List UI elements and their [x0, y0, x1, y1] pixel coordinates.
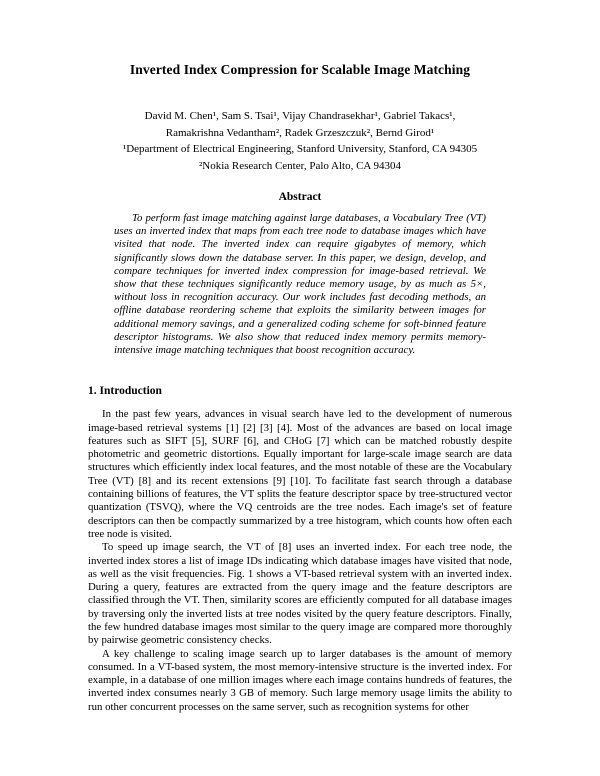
authors-line-2: Ramakrishna Vedantham², Radek Grzeszczuk², Bernd Girod¹ — [165, 126, 435, 139]
authors-line-1: David M. Chen¹, Sam S. Tsai¹, Vijay Chandrasekhar¹, Gabriel Takacs¹, — [144, 110, 456, 122]
authors-block — [88, 108, 512, 174]
introduction-body — [88, 408, 512, 714]
paper-title: Inverted Index Compression for Scalable Image Matching — [129, 62, 471, 77]
intro-paragraph-2: To speed up image search, the VT of [8] uses an inverted index. For each tree node, the inverted index stores a list of image IDs indicating which database images have visited that node, as well as the visit frequencies. Fig. 1 shows a VT-based retrieval system with an inverted index. During a query, features are extracted from the query image and the feature descriptors are classified through the VT. Then, similarity scores are efficiently computed for all database images by traversing only the inverted lists at tree nodes visited by the query feature descriptors. Finally, the few hundred database images most similar to the query image are compared more thoroughly by pairwise geometric consistency checks. — [88, 541, 512, 647]
abstract-text: To perform fast image matching against large databases, a Vocabulary Tree (VT) uses an inverted index that maps from each tree node to database images which have visited that node. The inverted index can require gigabytes of memory, which significantly slows down the database server. In this paper, we design, develop, and compare techniques for inverted index compression for image-based retrieval. We show that these techniques significantly reduce memory usage, by as much as 5×, without loss in recognition accuracy. Our work includes fast decoding methods, an offline database reordering scheme that exploits the similarity between images for additional memory savings, and a generalized coding scheme for soft-binned feature descriptor histograms. We also show that reduced index memory permits memory-intensive image matching techniques that boost recognition accuracy. — [114, 212, 486, 357]
intro-paragraph-1: In the past few years, advances in visual search have led to the development of numerous image-based retrieval systems [1] [2] [3] [4]. Most of the advances are based on local image features such as SIFT [5], SURF [6], and CHoG [7] which can be matched robustly despite photometric and geometric distortions. Equally important for large-scale image search are data structures which efficiently index local features, and the most notable of these are the Vocabulary Tree (VT) [8] and its recent extensions [9] [10]. To facilitate fast search through a database containing billions of features, the VT splits the feature descriptor space by tree-structured vector quantization (TSVQ), where the VQ centroids are the tree nodes. Each image's set of feature descriptors can then be compactly summarized by a tree histogram, which counts how often each tree node is visited. — [88, 408, 512, 540]
intro-paragraph-3: A key challenge to scaling image search up to larger databases is the amount of memory consumed. In a VT-based system, the most memory-intensive structure is the inverted index. For example, in a database of one million images where each image contains hundreds of features, the inverted index consumes nearly 3 GB of memory. Such large memory usage limits the ability to run other concurrent processes on the same server, such as recognition systems for other — [88, 647, 512, 713]
abstract-heading: Abstract — [278, 191, 322, 203]
affiliation-line-2: ²Nokia Research Center, Palo Alto, CA 94304 — [198, 159, 402, 172]
affiliation-line-1: ¹Department of Electrical Engineering, Stanford University, Stanford, CA 94305 — [122, 143, 478, 155]
section-heading-introduction: 1. Introduction — [88, 385, 162, 398]
